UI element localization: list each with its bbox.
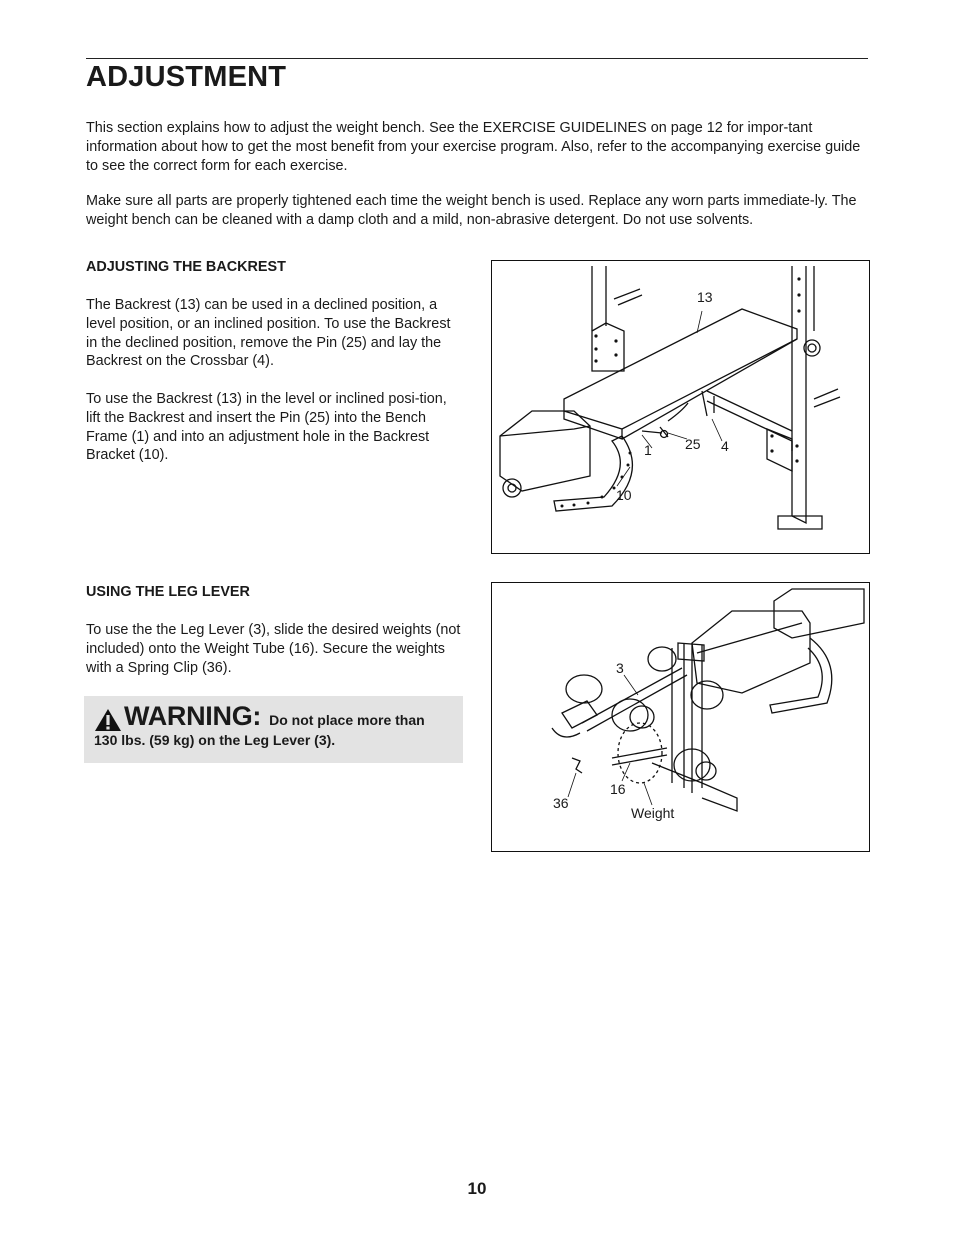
leg-lever-paragraph: To use the the Leg Lever (3), slide the desired weights (not included) onto the Weight Tube (16). Secure the weights with a Spring Clip (36).	[86, 622, 461, 676]
warning-box	[84, 696, 463, 763]
backrest-paragraph-1: The Backrest (13) can be used in a declined position, a level position, or an inclined position. To use the Backrest in the declined position, remove the Pin (25) and lay the Backrest on the Crossbar (4).	[86, 297, 451, 370]
leg-lever-heading: USING THE LEG LEVER	[86, 584, 250, 600]
page-title: ADJUSTMENT	[86, 61, 287, 93]
intro-paragraph-2: Make sure all parts are properly tightened each time the weight bench is used. Replace any worn parts immediate-ly. The weight bench can be cleaned with a damp cloth and a mild, non-abrasive detergent. Do not use solvents.	[86, 193, 857, 228]
callout-36: 36	[553, 795, 569, 811]
callout-3: 3	[616, 660, 624, 676]
callout-1: 1	[644, 442, 652, 458]
warning-word: WARNING:	[124, 701, 262, 731]
backrest-illustration	[492, 261, 868, 552]
callout-4: 4	[721, 438, 729, 454]
backrest-paragraph-2: To use the Backrest (13) in the level or inclined posi-tion, lift the Backrest and insert the Pin (25) into the Bench Frame (1) and into an adjustment hole in the Backrest Bracket (10).	[86, 391, 447, 464]
callout-13: 13	[697, 289, 713, 305]
intro-paragraph-1: This section explains how to adjust the weight bench. See the EXERCISE GUIDELINES on page 12 for impor-tant information about how to get the most benefit from your exercise program. Also, refer to the accompanying exercise guide to see the correct form for each exercise.	[86, 120, 861, 174]
page-number: 10	[467, 1179, 487, 1198]
callout-25: 25	[685, 436, 701, 452]
callout-16: 16	[610, 781, 626, 797]
callout-weight: Weight	[631, 805, 675, 821]
warning-text-line-1: Do not place more than	[269, 712, 425, 728]
warning-text-line-2: 130 lbs. (59 kg) on the Leg Lever (3).	[94, 732, 336, 748]
top-rule	[86, 58, 868, 59]
leg-lever-figure	[491, 582, 870, 852]
backrest-figure	[491, 260, 870, 554]
warning-triangle-icon	[94, 708, 122, 732]
backrest-heading: ADJUSTING THE BACKREST	[86, 259, 286, 275]
leg-lever-illustration	[492, 583, 868, 850]
callout-10: 10	[616, 487, 632, 503]
